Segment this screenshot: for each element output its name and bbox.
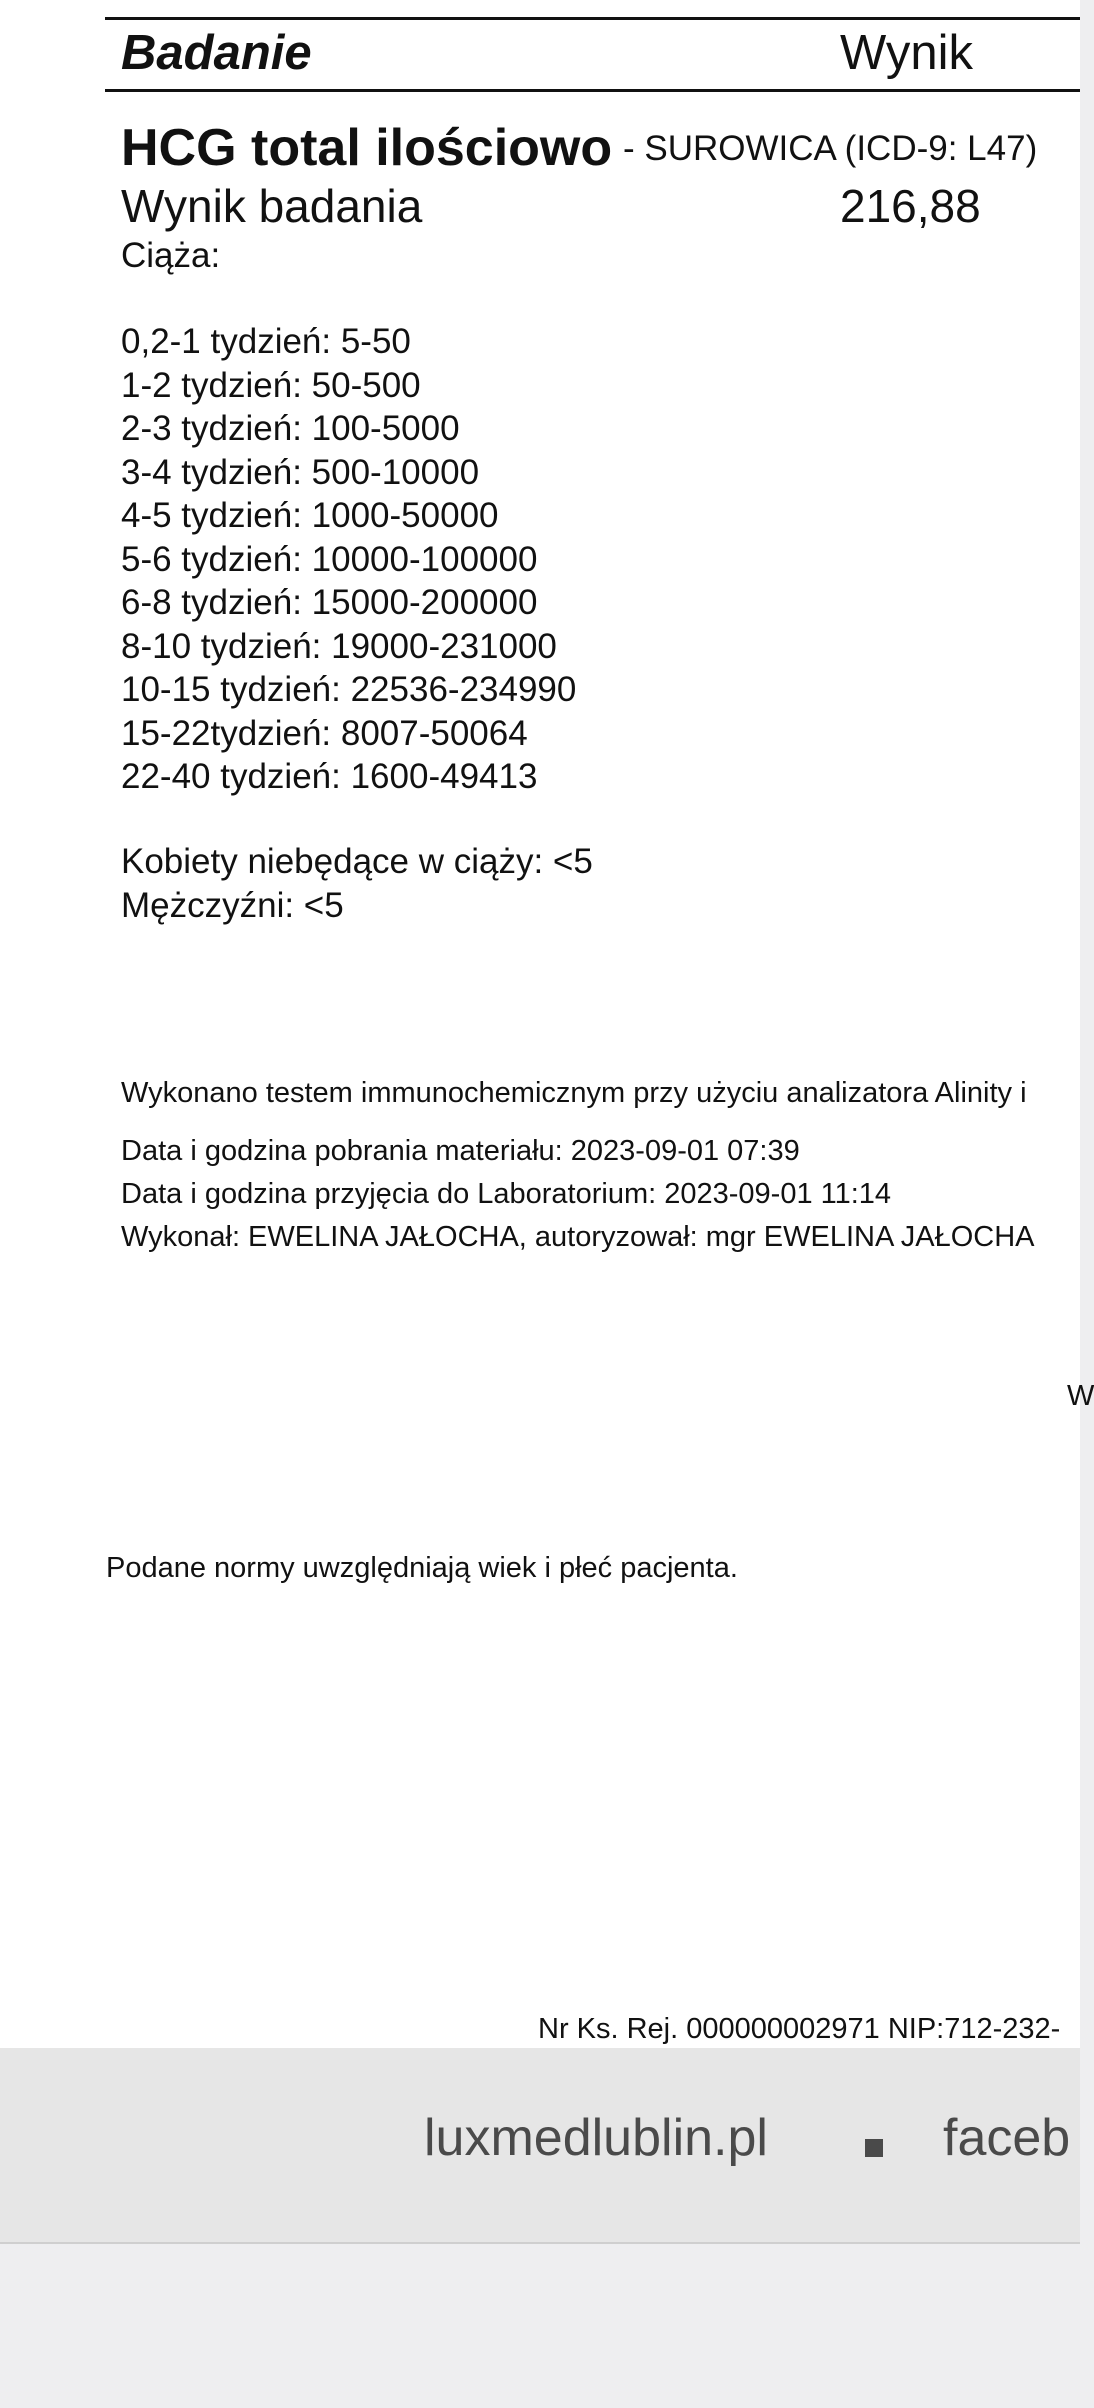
norm-non-pregnant: Kobiety niebędące w ciąży: <5 [121,842,593,881]
norm-range: 10-15 tydzień: 22536-234990 [121,670,577,709]
test-specimen: - SUROWICA (ICD-9: L47) [623,129,1038,168]
norm-range: 2-3 tydzień: 100-5000 [121,409,460,448]
test-name: HCG total ilościowo [121,119,613,177]
header-top-rule [105,17,1080,20]
reception-datetime: Data i godzina przyjęcia do Laboratorium: 2023-09-01 11:14 [121,1178,892,1210]
norm-range: 1-2 tydzień: 50-500 [121,365,421,405]
method-note: Wykonano testem immunochemicznym przy użyciu analizatora Alinity i [121,1077,1027,1109]
registration-info: Nr Ks. Rej. 000000002971 NIP:712-232- [538,2013,1061,2045]
norm-range: 8-10 tydzień: 19000-231000 [121,626,557,666]
footer-social: faceb [943,2109,1071,2167]
norms-heading: Ciąża: [121,236,221,275]
result-label: Wynik badania [121,180,423,232]
norms-note: Podane normy uwzględniają wiek i płeć pacjenta. [106,1552,738,1584]
footer-website: luxmedlublin.pl [424,2109,768,2167]
norm-range: 5-6 tydzień: 10000-100000 [121,539,538,579]
norm-range: 0,2-1 tydzień: 5-50 [121,322,411,361]
norms-ranges-list [121,320,576,799]
column-header-result: Wynik [840,26,973,80]
norm-range: 4-5 tydzień: 1000-50000 [121,496,499,535]
header-bottom-rule [105,89,1080,92]
cut-off-text-fragment: W [1067,1380,1094,1412]
performed-by: Wykonał: EWELINA JAŁOCHA, autoryzował: mgr EWELINA JAŁOCHA [121,1221,1035,1253]
column-header-test: Badanie [121,26,312,80]
norm-range: 6-8 tydzień: 15000-200000 [121,583,538,622]
footer-band [0,2048,1080,2244]
norm-range: 22-40 tydzień: 1600-49413 [121,757,538,796]
collection-datetime: Data i godzina pobrania materiału: 2023-09-01 07:39 [121,1135,800,1167]
result-value: 216,88 [840,180,981,232]
norm-range: 15-22tydzień: 8007-50064 [121,713,528,753]
bullet-separator-icon [865,2139,883,2157]
norm-range: 3-4 tydzień: 500-10000 [121,452,480,492]
norm-men: Mężczyźni: <5 [121,886,344,925]
